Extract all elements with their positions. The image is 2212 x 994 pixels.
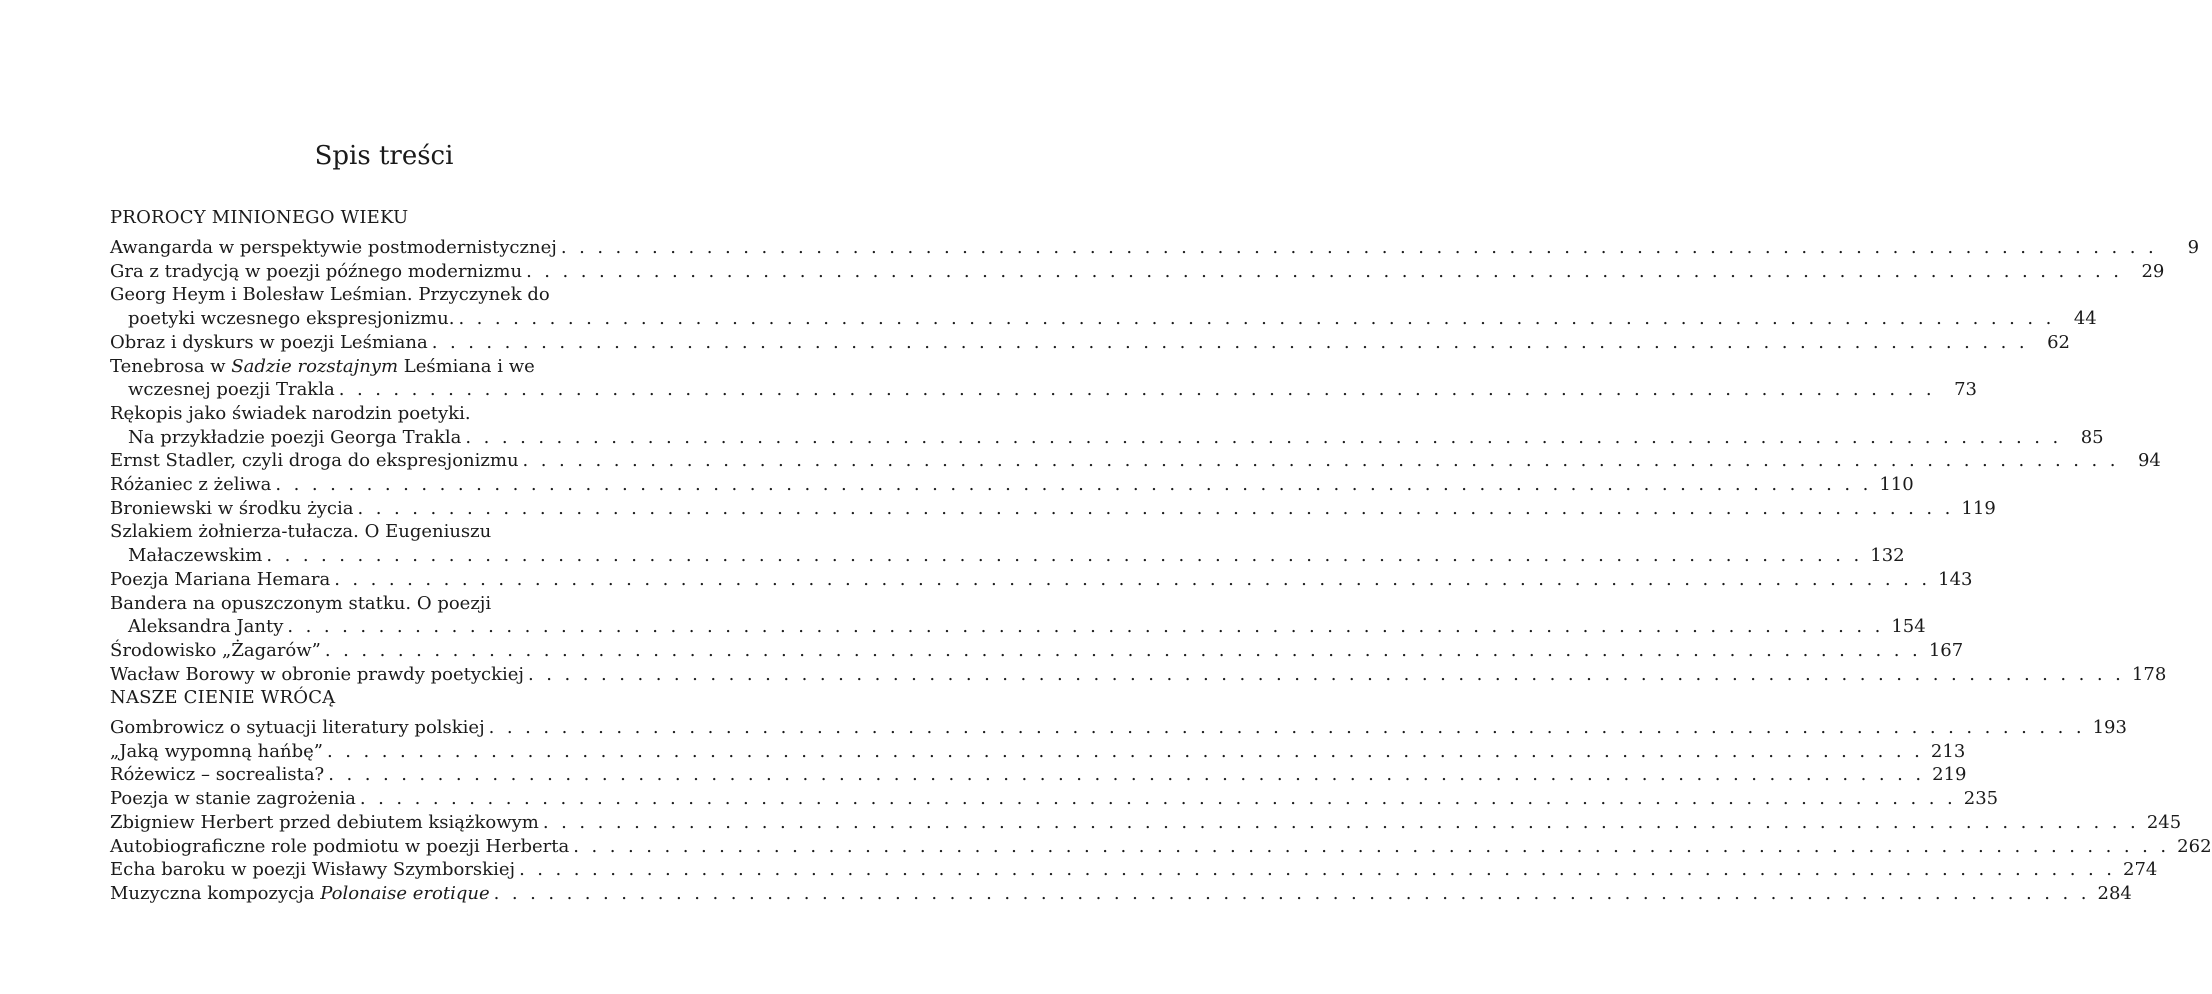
dot-leader: . . . . . . . . . . . . . . . . . . . . . . . . . . . . . . . . . . . . . . . . . . . . . . . . . . . . . . . . . . . . . . . . . . . . . . . . . . . . . . . . . . . . . . . . xyxy=(542,811,2140,833)
page-title: Spis treści xyxy=(314,141,454,171)
page-number: 284 xyxy=(2097,882,2132,904)
entry-title-part: Tenebrosa w xyxy=(110,355,232,377)
entry-title: Rękopis jako świadek narodzin poetyki. xyxy=(110,402,471,424)
toc-entry xyxy=(110,449,2161,473)
toc-entry xyxy=(110,473,1914,497)
dot-leader: . . . . . . . . . . . . . . . . . . . . . . . . . . . . . . . . . . . . . . . . . . . . . . . . . . . . . . . . . . . . . . . . . . . . . . . . . . . . . . . . . . . . . . . . xyxy=(527,663,2125,685)
page-number: 143 xyxy=(1938,568,1973,590)
toc-list xyxy=(110,716,2212,906)
entry-title: Aleksandra Janty xyxy=(128,616,284,638)
entry-title: Ernst Stadler, czyli droga do ekspresjonizmu xyxy=(110,450,519,472)
page-number: 193 xyxy=(2092,717,2127,738)
toc-entry xyxy=(110,355,1977,402)
toc-entry xyxy=(110,568,1973,592)
entry-line xyxy=(110,858,2158,882)
toc-entry xyxy=(110,835,2212,859)
section-heading: PROROCY MINIONEGO WIEKU xyxy=(110,207,409,228)
page-number: 213 xyxy=(1930,740,1966,762)
entry-line xyxy=(110,716,2127,740)
entry-line xyxy=(110,763,1967,787)
entry-title: Zbigniew Herbert przed debiutem książkowym xyxy=(110,811,539,833)
entry-title: Różewicz – socrealista? xyxy=(110,764,325,786)
page-number: 262 xyxy=(2177,835,2212,857)
entry-title: Szlakiem żołnierza-tułacza. O Eugeniuszu xyxy=(110,521,492,543)
toc-list xyxy=(110,236,2200,686)
entry-title xyxy=(110,355,618,379)
entry-line xyxy=(110,568,1973,592)
page-number: 245 xyxy=(2146,811,2182,833)
entry-title: Małaczewskim xyxy=(128,545,263,567)
dot-leader: . . . . . . . . . . . . . . . . . . . . . . . . . . . . . . . . . . . . . . . . . . . . . . . . . . . . . . . . . . . . . . . . . . . . . . . . . . . . . . . . . . . . . . . . xyxy=(334,568,1931,590)
toc-entry xyxy=(110,639,1964,663)
dot-leader: . . . . . . . . . . . . . . . . . . . . . . . . . . . . . . . . . . . . . . . . . . . . . . . . . . . . . . . . . . . . . . . . . . . . . . . . . . . . . . . . . . . . . . . . xyxy=(560,237,2158,258)
toc-entry xyxy=(110,858,2158,882)
toc-entry xyxy=(110,497,1996,521)
dot-leader: . . . . . . . . . . . . . . . . . . . . . . . . . . . . . . . . . . . . . . . . . . . . . . . . . . . . . . . . . . . . . . . . . . . . . . . . . . . . . . . . . . . . . . . . xyxy=(287,616,1884,638)
page-number: 235 xyxy=(1963,788,1999,810)
entry-title: Poezja Mariana Hemara xyxy=(110,568,331,590)
entry-line xyxy=(110,426,2104,450)
entry-line xyxy=(110,663,2167,687)
toc-entry xyxy=(110,716,2127,740)
dot-leader: . . . . . . . . . . . . . . . . . . . . . . . . . . . . . . . . . . . . . . . . . . . . . . . . . . . . . . . . . . . . . . . . . . . . . . . . . . . . . . . . . . . . . . . . xyxy=(326,740,1924,762)
toc-entry xyxy=(110,882,2132,906)
entry-title: Poezja w stanie zagrożenia xyxy=(110,788,356,810)
dot-leader: . . . . . . . . . . . . . . . . . . . . . . . . . . . . . . . . . . . . . . . . . . . . . . . . . . . . . . . . . . . . . . . . . . . . . . . . . . . . . . . . . . . . . . . . xyxy=(465,426,2062,448)
toc-entry xyxy=(110,283,2097,330)
entry-line xyxy=(110,811,2182,835)
toc-entry xyxy=(110,740,1966,764)
entry-title xyxy=(110,882,490,906)
page-number: 85 xyxy=(2080,426,2104,448)
dot-leader: . . . . . . . . . . . . . . . . . . . . . . . . . . . . . . . . . . . . . . . . . . . . . . . . . . . . . . . . . . . . . . . . . . . . . . . . . . . . . . . . . . . . . . . . xyxy=(458,308,2055,330)
entry-title: Awangarda w perspektywie postmodernistycznej xyxy=(110,237,557,258)
entry-title-part: Muzyczna kompozycja xyxy=(110,882,321,904)
dot-leader: . . . . . . . . . . . . . . . . . . . . . . . . . . . . . . . . . . . . . . . . . . . . . . . . . . . . . . . . . . . . . . . . . . . . . . . . . . . . . . . . . . . . . . . . xyxy=(324,639,1922,661)
page-number: 167 xyxy=(1928,639,1964,661)
page-number: 73 xyxy=(1954,379,1977,401)
toc-entry xyxy=(110,260,2165,284)
dot-leader: . . . . . . . . . . . . . . . . . . . . . . . . . . . . . . . . . . . . . . . . . . . . . . . . . . . . . . . . . . . . . . . . . . . . . . . . . . . . . . . . . . . . . . . . xyxy=(488,717,2085,738)
toc-entry xyxy=(110,592,1926,639)
page-number: 178 xyxy=(2131,663,2167,685)
entry-line xyxy=(110,639,1964,663)
toc-entry xyxy=(110,402,2104,449)
toc-entry xyxy=(110,236,2200,260)
entry-title: „Jaką wypomną hańbę” xyxy=(110,740,323,762)
entry-line xyxy=(110,835,2212,859)
entry-title-italic: Polonaise erotique xyxy=(320,882,490,904)
page-number: 274 xyxy=(2123,859,2158,881)
toc-entry xyxy=(110,331,2070,355)
entry-title: poetyki wczesnego ekspresjonizmu. xyxy=(128,308,455,330)
entry-title: Broniewski w środku życia xyxy=(110,497,354,519)
entry-line xyxy=(110,882,2132,906)
entry-title: Obraz i dyskurs w poezji Leśmiana xyxy=(110,331,428,353)
dot-leader: . . . . . . . . . . . . . . . . . . . . . . . . . . . . . . . . . . . . . . . . . . . . . . . . . . . . . . . . . . . . . . . . . . . . . . . . . . . . . . . . . . . . . . . . xyxy=(328,764,1925,786)
entry-line xyxy=(110,787,1999,811)
dot-leader: . . . . . . . . . . . . . . . . . . . . . . . . . . . . . . . . . . . . . . . . . . . . . . . . . . . . . . . . . . . . . . . . . . . . . . . . . . . . . . . . . . . . . . . . xyxy=(519,859,2116,881)
entry-title: Środowisko „Żagarów” xyxy=(110,639,321,661)
page-number: 44 xyxy=(2073,308,2097,330)
toc-entry xyxy=(110,520,1905,567)
entry-title: Gombrowicz o sytuacji literatury polskiej xyxy=(110,717,485,738)
dot-leader: . . . . . . . . . . . . . . . . . . . . . . . . . . . . . . . . . . . . . . . . . . . . . . . . . . . . . . . . . . . . . . . . . . . . . . . . . . . . . . . . . . . . . . . . xyxy=(431,331,2028,353)
entry-line xyxy=(110,615,1926,639)
entry-line xyxy=(110,473,1914,497)
page-number: 154 xyxy=(1891,616,1926,638)
entry-line xyxy=(110,449,2161,473)
entry-title: Gra z tradycją w poezji późnego modernizmu xyxy=(110,260,523,282)
dot-leader: . . . . . . . . . . . . . . . . . . . . . . . . . . . . . . . . . . . . . . . . . . . . . . . . . . . . . . . . . . . . . . . . . . . . . . . . . . . . . . . . . . . . . . . . xyxy=(266,545,1863,567)
entry-line xyxy=(110,331,2070,355)
section-heading: NASZE CIENIE WRÓCĄ xyxy=(110,687,336,708)
dot-leader: . . . . . . . . . . . . . . . . . . . . . . . . . . . . . . . . . . . . . . . . . . . . . . . . . . . . . . . . . . . . . . . . . . . . . . . . . . . . . . . . . . . . . . . . xyxy=(522,450,2119,472)
entry-title: Różaniec z żeliwa xyxy=(110,474,272,496)
entry-line xyxy=(110,740,1966,764)
toc-entry xyxy=(110,811,2182,835)
entry-title: Na przykładzie poezji Georga Trakla xyxy=(128,426,462,448)
dot-leader: . . . . . . . . . . . . . . . . . . . . . . . . . . . . . . . . . . . . . . . . . . . . . . . . . . . . . . . . . . . . . . . . . . . . . . . . . . . . . . . . . . . . . . . . xyxy=(573,835,2170,857)
toc-entry xyxy=(110,763,1967,787)
page-number: 119 xyxy=(1961,497,1996,519)
entry-title-italic: Sadzie rozstajnym xyxy=(231,355,399,377)
dot-leader: . . . . . . . . . . . . . . . . . . . . . . . . . . . . . . . . . . . . . . . . . . . . . . . . . . . . . . . . . . . . . . . . . . . . . . . . . . . . . . . . . . . . . . . . xyxy=(275,474,1872,496)
entry-title: wczesnej poezji Trakla xyxy=(128,379,335,401)
page-number: 94 xyxy=(2137,450,2161,472)
entry-title: Autobiograficzne role podmiotu w poezji Herberta xyxy=(110,835,570,857)
dot-leader: . . . . . . . . . . . . . . . . . . . . . . . . . . . . . . . . . . . . . . . . . . . . . . . . . . . . . . . . . . . . . . . . . . . . . . . . . . . . . . . . . . . . . . . . xyxy=(338,379,1935,401)
entry-title: Wacław Borowy w obronie prawdy poetyckiej xyxy=(110,663,524,685)
entry-line xyxy=(110,236,2200,260)
dot-leader: . . . . . . . . . . . . . . . . . . . . . . . . . . . . . . . . . . . . . . . . . . . . . . . . . . . . . . . . . . . . . . . . . . . . . . . . . . . . . . . . . . . . . . . . xyxy=(493,882,2090,904)
entry-line xyxy=(110,497,1996,521)
dot-leader: . . . . . . . . . . . . . . . . . . . . . . . . . . . . . . . . . . . . . . . . . . . . . . . . . . . . . . . . . . . . . . . . . . . . . . . . . . . . . . . . . . . . . . . . xyxy=(357,497,1954,519)
dot-leader: . . . . . . . . . . . . . . . . . . . . . . . . . . . . . . . . . . . . . . . . . . . . . . . . . . . . . . . . . . . . . . . . . . . . . . . . . . . . . . . . . . . . . . . . xyxy=(526,260,2123,282)
entry-title: Bandera na opuszczonym statku. O poezji xyxy=(110,592,492,614)
entry-title: Echa baroku w poezji Wisławy Szymborskiej xyxy=(110,859,516,881)
entry-line xyxy=(110,260,2165,284)
toc-entry xyxy=(110,663,2167,687)
dot-leader: . . . . . . . . . . . . . . . . . . . . . . . . . . . . . . . . . . . . . . . . . . . . . . . . . . . . . . . . . . . . . . . . . . . . . . . . . . . . . . . . . . . . . . . . xyxy=(359,788,1957,810)
page-number: 219 xyxy=(1932,764,1967,786)
toc-entry xyxy=(110,787,1999,811)
entry-title-part: Leśmiana i we xyxy=(398,355,535,377)
entry-line xyxy=(110,544,1905,568)
page-number: 110 xyxy=(1879,474,1914,496)
page-number: 62 xyxy=(2047,331,2070,353)
page-number: 132 xyxy=(1870,545,1905,567)
entry-line xyxy=(110,378,1977,402)
page-number: 29 xyxy=(2141,260,2165,282)
page-number: 9 xyxy=(2187,237,2200,258)
entry-title: Georg Heym i Bolesław Leśmian. Przyczynek do xyxy=(110,284,550,306)
entry-line xyxy=(110,307,2097,331)
